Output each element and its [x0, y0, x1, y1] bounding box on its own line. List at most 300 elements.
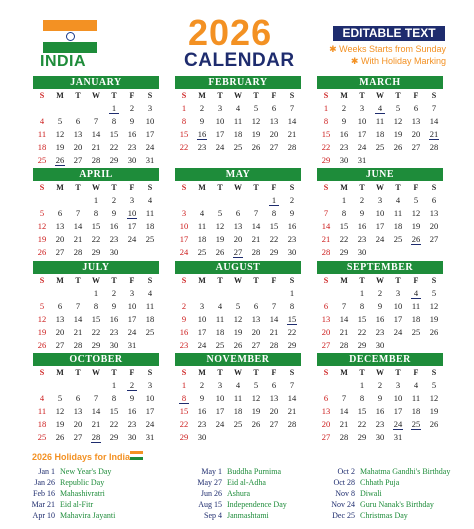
- day-grid: [175, 181, 301, 272]
- day-cell: 7: [289, 103, 295, 113]
- weekday-header: S: [431, 91, 437, 100]
- day-cell: 12: [251, 116, 261, 126]
- day-cell: 20: [269, 129, 279, 139]
- holidays-title: 2026 Holidays for India: [32, 452, 131, 462]
- day-cell: 5: [253, 380, 259, 390]
- day-cell: 3: [129, 195, 135, 205]
- day-cell: 16: [179, 327, 189, 337]
- day-cell: 22: [269, 234, 279, 244]
- holiday-date: Jan 1: [38, 467, 55, 476]
- empty-cell: [51, 102, 69, 115]
- day-cell: 5: [253, 103, 259, 113]
- empty-cell: [51, 194, 69, 207]
- weekday-header: W: [92, 183, 100, 192]
- day-cell: 26: [233, 340, 243, 350]
- weekday-header: S: [39, 91, 45, 100]
- empty-cell: [229, 287, 247, 300]
- day-cell: 19: [411, 221, 421, 231]
- holiday-row: [172, 488, 287, 499]
- empty-cell: [33, 287, 51, 300]
- weekday-header: S: [181, 183, 187, 192]
- weekday-header: S: [147, 368, 153, 377]
- holiday-name: Eid al-Fitr: [60, 500, 94, 509]
- day-cell: 12: [411, 208, 421, 218]
- day-cell: 1: [111, 380, 117, 390]
- day-cell: 14: [269, 314, 279, 324]
- day-cell: 5: [431, 380, 437, 390]
- weekday-header: T: [359, 91, 365, 100]
- holiday-day-cell: 27: [229, 246, 247, 259]
- day-cell: 15: [109, 129, 119, 139]
- day-cell: 20: [321, 327, 331, 337]
- day-cell: 10: [393, 301, 403, 311]
- empty-cell: [229, 194, 247, 207]
- day-cell: 14: [429, 116, 439, 126]
- day-cell: 24: [145, 419, 155, 429]
- day-cell: 10: [393, 393, 403, 403]
- weekday-header: T: [253, 183, 259, 192]
- weekday-header: W: [92, 91, 100, 100]
- day-grid: [317, 366, 443, 444]
- holiday-column: [27, 466, 115, 521]
- day-cell: 14: [339, 314, 349, 324]
- day-cell: 29: [339, 247, 349, 257]
- day-cell: 8: [341, 208, 347, 218]
- day-cell: 21: [339, 419, 349, 429]
- day-cell: 2: [359, 195, 365, 205]
- day-cell: 20: [55, 327, 65, 337]
- day-cell: 19: [37, 327, 47, 337]
- weekday-header: S: [431, 183, 437, 192]
- day-cell: 26: [37, 247, 47, 257]
- day-cell: 12: [55, 406, 65, 416]
- day-cell: 29: [357, 340, 367, 350]
- month-header: MAY: [175, 168, 301, 181]
- day-cell: 9: [199, 116, 205, 126]
- holiday-date: Feb 16: [33, 489, 55, 498]
- day-grid: [33, 89, 159, 167]
- day-cell: 3: [377, 195, 383, 205]
- day-cell: 2: [181, 301, 187, 311]
- day-cell: 3: [217, 380, 223, 390]
- day-cell: 21: [73, 327, 83, 337]
- day-cell: 19: [37, 234, 47, 244]
- day-cell: 7: [341, 301, 347, 311]
- holiday-day-cell: 21: [425, 128, 443, 141]
- day-cell: 15: [179, 129, 189, 139]
- day-cell: 12: [215, 221, 225, 231]
- day-cell: 28: [339, 340, 349, 350]
- month-header: JUNE: [317, 168, 443, 181]
- day-cell: 31: [145, 155, 155, 165]
- holiday-name: Janmashtami: [227, 511, 269, 520]
- weekday-header: T: [217, 276, 223, 285]
- weekday-header: M: [198, 368, 206, 377]
- weekday-header: T: [395, 368, 401, 377]
- day-cell: 24: [145, 142, 155, 152]
- day-cell: 7: [93, 116, 99, 126]
- weekday-header: T: [253, 91, 259, 100]
- day-cell: 4: [39, 116, 45, 126]
- india-flag: [43, 20, 97, 53]
- day-cell: 9: [111, 208, 117, 218]
- day-cell: 28: [73, 247, 83, 257]
- day-cell: 16: [127, 129, 137, 139]
- day-cell: 15: [179, 406, 189, 416]
- empty-cell: [33, 194, 51, 207]
- weekday-header: M: [56, 183, 64, 192]
- day-cell: 20: [55, 234, 65, 244]
- month-february: [175, 76, 301, 154]
- empty-cell: [69, 194, 87, 207]
- day-cell: 4: [413, 380, 419, 390]
- empty-cell: [33, 102, 51, 115]
- day-cell: 27: [55, 247, 65, 257]
- day-cell: 15: [91, 221, 101, 231]
- day-cell: 19: [233, 327, 243, 337]
- holiday-row: [305, 477, 450, 488]
- day-cell: 13: [251, 314, 261, 324]
- day-cell: 1: [359, 288, 365, 298]
- empty-cell: [335, 287, 353, 300]
- day-cell: 19: [55, 419, 65, 429]
- weekday-header: W: [376, 91, 384, 100]
- day-grid: [175, 274, 301, 365]
- day-cell: 8: [181, 116, 187, 126]
- day-cell: 23: [197, 142, 207, 152]
- day-cell: 27: [269, 142, 279, 152]
- day-cell: 25: [37, 155, 47, 165]
- weekday-header: T: [111, 276, 117, 285]
- day-cell: 31: [393, 432, 403, 442]
- weekday-header: T: [75, 91, 81, 100]
- weekday-header: S: [323, 276, 329, 285]
- day-cell: 29: [269, 247, 279, 257]
- day-cell: 20: [429, 221, 439, 231]
- holiday-name: Chhath Puja: [360, 478, 400, 487]
- month-august: [175, 261, 301, 365]
- holiday-date: Mar 21: [31, 500, 55, 509]
- day-cell: 20: [251, 327, 261, 337]
- day-cell: 4: [147, 288, 153, 298]
- day-cell: 22: [179, 142, 189, 152]
- weekday-header: M: [340, 91, 348, 100]
- day-cell: 16: [109, 221, 119, 231]
- empty-cell: [51, 379, 69, 392]
- holiday-day-cell: 1: [265, 194, 283, 207]
- day-cell: 3: [217, 103, 223, 113]
- weekday-header: F: [129, 276, 135, 285]
- day-cell: 3: [199, 301, 205, 311]
- empty-cell: [193, 194, 211, 207]
- empty-cell: [335, 379, 353, 392]
- day-cell: 14: [73, 221, 83, 231]
- empty-cell: [87, 102, 105, 115]
- weekday-header: S: [147, 276, 153, 285]
- day-cell: 30: [375, 340, 385, 350]
- weekday-header: S: [323, 368, 329, 377]
- day-cell: 16: [127, 406, 137, 416]
- day-cell: 16: [197, 406, 207, 416]
- day-cell: 5: [413, 195, 419, 205]
- empty-cell: [175, 287, 193, 300]
- day-cell: 11: [233, 393, 243, 403]
- day-cell: 7: [93, 393, 99, 403]
- month-header: SEPTEMBER: [317, 261, 443, 274]
- day-grid: [317, 181, 443, 259]
- day-cell: 18: [215, 327, 225, 337]
- day-cell: 18: [393, 221, 403, 231]
- day-cell: 10: [197, 314, 207, 324]
- holiday-name: Independence Day: [227, 500, 287, 509]
- day-cell: 4: [235, 103, 241, 113]
- holiday-row: [172, 499, 287, 510]
- day-cell: 21: [269, 327, 279, 337]
- day-cell: 13: [321, 314, 331, 324]
- day-cell: 14: [91, 129, 101, 139]
- weekday-header: W: [376, 368, 384, 377]
- day-cell: 17: [127, 314, 137, 324]
- day-cell: 6: [253, 301, 259, 311]
- holiday-day-cell: 15: [283, 313, 301, 326]
- day-cell: 23: [197, 419, 207, 429]
- day-cell: 11: [411, 301, 421, 311]
- day-cell: 13: [411, 116, 421, 126]
- day-cell: 21: [321, 234, 331, 244]
- day-cell: 23: [127, 419, 137, 429]
- holiday-marking-note: ✱ With Holiday Marking: [350, 56, 446, 66]
- day-cell: 31: [145, 432, 155, 442]
- day-cell: 19: [215, 234, 225, 244]
- weekday-header: F: [129, 368, 135, 377]
- day-cell: 23: [375, 419, 385, 429]
- day-cell: 25: [393, 234, 403, 244]
- day-cell: 27: [55, 340, 65, 350]
- day-cell: 11: [411, 393, 421, 403]
- day-cell: 5: [235, 301, 241, 311]
- day-cell: 24: [127, 327, 137, 337]
- day-cell: 5: [431, 288, 437, 298]
- day-cell: 1: [323, 103, 329, 113]
- day-cell: 6: [323, 393, 329, 403]
- day-cell: 19: [393, 129, 403, 139]
- day-cell: 7: [323, 208, 329, 218]
- day-cell: 13: [321, 406, 331, 416]
- day-cell: 2: [377, 288, 383, 298]
- day-cell: 22: [179, 419, 189, 429]
- day-cell: 24: [127, 234, 137, 244]
- weekday-header: M: [198, 91, 206, 100]
- weekday-header: S: [289, 276, 295, 285]
- day-cell: 24: [393, 327, 403, 337]
- day-cell: 16: [357, 221, 367, 231]
- day-cell: 6: [57, 208, 63, 218]
- day-cell: 22: [357, 327, 367, 337]
- day-cell: 19: [429, 406, 439, 416]
- holiday-name: Ashura: [227, 489, 251, 498]
- day-cell: 2: [199, 103, 205, 113]
- day-cell: 27: [321, 340, 331, 350]
- day-cell: 1: [93, 195, 99, 205]
- day-cell: 15: [357, 314, 367, 324]
- month-header: JANUARY: [33, 76, 159, 89]
- holiday-row: [305, 499, 450, 510]
- holiday-name: Republic Day: [60, 478, 105, 487]
- holiday-day-cell: 1: [105, 102, 123, 115]
- day-grid: [317, 274, 443, 352]
- day-cell: 11: [37, 406, 47, 416]
- day-cell: 9: [377, 301, 383, 311]
- weekday-header: F: [129, 183, 135, 192]
- day-cell: 9: [111, 301, 117, 311]
- day-cell: 6: [431, 195, 437, 205]
- holiday-row: [305, 466, 450, 477]
- day-cell: 11: [37, 129, 47, 139]
- weekday-header: T: [359, 276, 365, 285]
- day-cell: 14: [251, 221, 261, 231]
- empty-cell: [211, 194, 229, 207]
- day-cell: 8: [93, 301, 99, 311]
- day-cell: 18: [197, 234, 207, 244]
- holiday-row: [27, 477, 115, 488]
- day-cell: 17: [145, 129, 155, 139]
- day-cell: 7: [75, 301, 81, 311]
- weekday-header: T: [111, 91, 117, 100]
- month-november: [175, 353, 301, 444]
- day-cell: 5: [39, 301, 45, 311]
- ashoka-chakra-icon: [66, 32, 75, 41]
- day-cell: 28: [339, 432, 349, 442]
- day-cell: 10: [375, 208, 385, 218]
- weekday-header: T: [395, 91, 401, 100]
- day-cell: 5: [57, 116, 63, 126]
- day-cell: 12: [233, 314, 243, 324]
- day-cell: 15: [109, 406, 119, 416]
- weekday-header: T: [111, 368, 117, 377]
- empty-cell: [247, 287, 265, 300]
- weekday-header: S: [289, 91, 295, 100]
- day-cell: 23: [375, 327, 385, 337]
- weekday-header: T: [75, 276, 81, 285]
- day-cell: 24: [215, 419, 225, 429]
- holiday-date: Aug 15: [198, 500, 222, 509]
- holiday-row: [27, 488, 115, 499]
- day-cell: 22: [287, 327, 297, 337]
- day-cell: 29: [357, 432, 367, 442]
- holiday-date: Oct 2: [337, 467, 355, 476]
- holiday-row: [27, 499, 115, 510]
- day-cell: 30: [127, 155, 137, 165]
- month-june: [317, 168, 443, 259]
- day-cell: 29: [91, 247, 101, 257]
- empty-cell: [265, 287, 283, 300]
- empty-cell: [69, 102, 87, 115]
- day-cell: 13: [269, 393, 279, 403]
- day-cell: 18: [411, 406, 421, 416]
- day-cell: 29: [109, 155, 119, 165]
- day-cell: 13: [429, 208, 439, 218]
- day-cell: 2: [129, 103, 135, 113]
- day-cell: 28: [91, 155, 101, 165]
- day-cell: 9: [129, 116, 135, 126]
- day-cell: 8: [359, 301, 365, 311]
- day-cell: 16: [375, 406, 385, 416]
- month-header: APRIL: [33, 168, 159, 181]
- day-cell: 25: [145, 234, 155, 244]
- day-cell: 27: [429, 234, 439, 244]
- month-march: [317, 76, 443, 167]
- day-cell: 23: [339, 142, 349, 152]
- weekday-header: M: [198, 276, 206, 285]
- day-cell: 30: [287, 247, 297, 257]
- day-cell: 12: [429, 393, 439, 403]
- weekday-header: W: [92, 276, 100, 285]
- weekday-header: S: [181, 276, 187, 285]
- day-cell: 26: [251, 142, 261, 152]
- day-cell: 18: [375, 129, 385, 139]
- day-cell: 26: [55, 432, 65, 442]
- day-cell: 26: [393, 142, 403, 152]
- day-cell: 2: [111, 288, 117, 298]
- day-cell: 26: [429, 327, 439, 337]
- day-cell: 19: [251, 406, 261, 416]
- day-cell: 8: [111, 116, 117, 126]
- weekday-header: T: [253, 276, 259, 285]
- day-cell: 6: [75, 393, 81, 403]
- holiday-day-cell: 26: [51, 154, 69, 167]
- day-cell: 17: [215, 129, 225, 139]
- day-cell: 30: [339, 155, 349, 165]
- holiday-date: Jun 26: [200, 489, 222, 498]
- month-header: JULY: [33, 261, 159, 274]
- day-cell: 20: [411, 129, 421, 139]
- empty-cell: [317, 194, 335, 207]
- day-grid: [33, 366, 159, 444]
- day-cell: 26: [251, 419, 261, 429]
- day-cell: 7: [253, 208, 259, 218]
- month-header: FEBRUARY: [175, 76, 301, 89]
- day-cell: 11: [233, 116, 243, 126]
- day-cell: 2: [111, 195, 117, 205]
- day-cell: 18: [37, 142, 47, 152]
- day-grid: [317, 89, 443, 167]
- day-cell: 17: [357, 129, 367, 139]
- day-cell: 30: [375, 432, 385, 442]
- weekday-header: F: [271, 276, 277, 285]
- day-cell: 19: [55, 142, 65, 152]
- holiday-date: May 1: [201, 467, 222, 476]
- day-cell: 4: [199, 208, 205, 218]
- day-cell: 13: [269, 116, 279, 126]
- day-cell: 5: [39, 208, 45, 218]
- day-cell: 12: [251, 393, 261, 403]
- day-cell: 22: [91, 234, 101, 244]
- day-cell: 10: [179, 221, 189, 231]
- empty-cell: [51, 287, 69, 300]
- day-cell: 17: [127, 221, 137, 231]
- holiday-row: [27, 510, 115, 521]
- day-cell: 29: [321, 155, 331, 165]
- day-cell: 30: [357, 247, 367, 257]
- day-cell: 12: [429, 301, 439, 311]
- day-cell: 22: [321, 142, 331, 152]
- month-september: [317, 261, 443, 352]
- day-cell: 9: [289, 208, 295, 218]
- day-grid: [33, 274, 159, 352]
- weekday-header: S: [323, 91, 329, 100]
- month-january: [33, 76, 159, 167]
- weekday-header: W: [376, 183, 384, 192]
